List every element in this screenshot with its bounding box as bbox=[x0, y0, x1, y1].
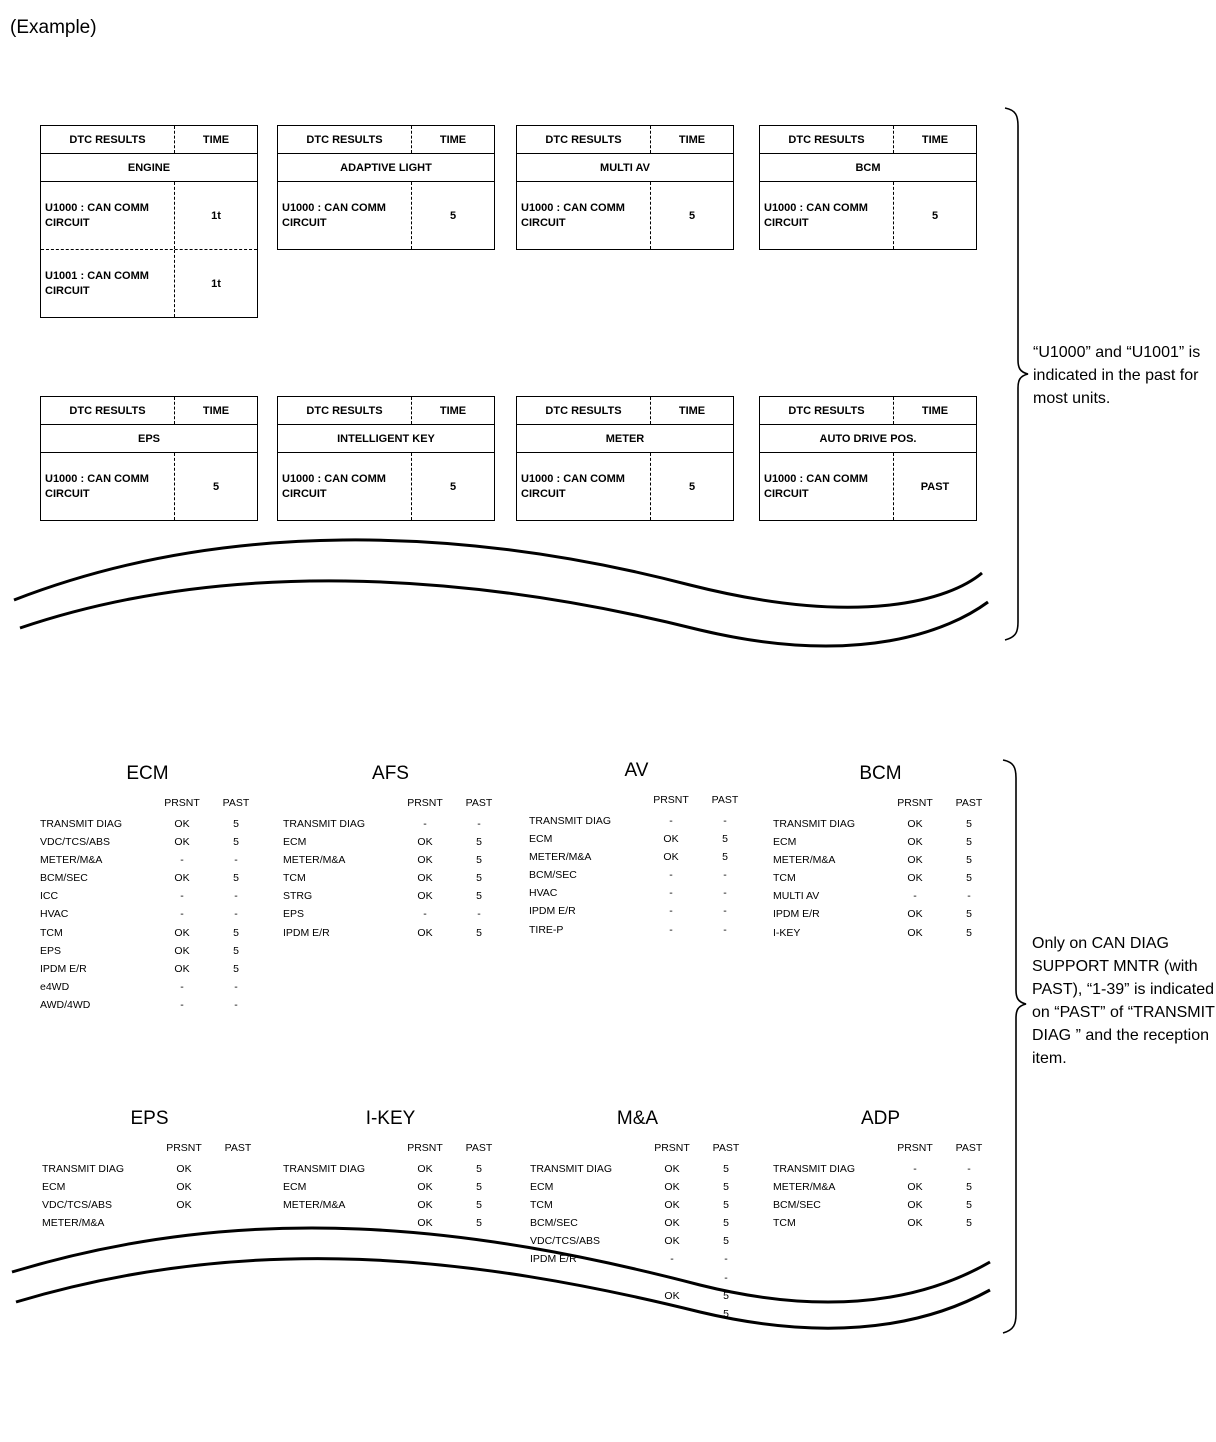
dtc-results-header: DTC RESULTS bbox=[41, 126, 175, 153]
dtc-unit-name: BCM bbox=[760, 154, 976, 182]
dtc-time: 1t bbox=[211, 209, 221, 222]
monitor-past: - bbox=[477, 908, 481, 921]
past-header: PAST bbox=[222, 797, 250, 809]
present-header: PRSNT bbox=[897, 797, 933, 809]
monitor-present: - bbox=[423, 908, 427, 921]
present-header: PRSNT bbox=[654, 1142, 690, 1154]
monitor-past: - bbox=[723, 869, 727, 882]
monitor-present: OK bbox=[907, 1181, 923, 1194]
monitor-present: OK bbox=[174, 926, 190, 939]
monitor-item: TCM bbox=[283, 872, 306, 885]
monitor-present: OK bbox=[664, 1289, 680, 1302]
dtc-unit-name: ADAPTIVE LIGHT bbox=[278, 154, 494, 182]
monitor-item: TRANSMIT DIAG bbox=[40, 818, 123, 830]
monitor-past: 5 bbox=[233, 836, 239, 849]
monitor-past: - bbox=[723, 815, 727, 827]
break-wave-upper bbox=[14, 540, 982, 607]
monitor-present: OK bbox=[907, 926, 923, 939]
monitor-title: ECM bbox=[126, 763, 169, 784]
monitor-item: METER/M&A bbox=[529, 851, 592, 864]
dtc-time: 5 bbox=[449, 209, 457, 222]
monitor-past: 5 bbox=[233, 872, 239, 885]
monitor-title: AFS bbox=[372, 763, 409, 784]
dtc-time-header: TIME bbox=[202, 404, 230, 417]
past-header: PAST bbox=[465, 797, 493, 809]
monitor-past: - bbox=[234, 854, 238, 867]
monitor-present: - bbox=[180, 890, 184, 903]
monitor-title: BCM bbox=[859, 763, 902, 784]
dtc-code: U1001 : CAN COMM CIRCUIT bbox=[41, 250, 175, 317]
dtc-results-header: DTC RESULTS bbox=[278, 397, 412, 424]
dtc-results-header: DTC RESULTS bbox=[760, 397, 894, 424]
present-header: PRSNT bbox=[653, 794, 689, 806]
monitor-past: - bbox=[724, 1271, 728, 1284]
monitor-present: - bbox=[669, 887, 673, 900]
monitor-item: ECM bbox=[42, 1181, 66, 1194]
monitor-present: - bbox=[180, 854, 184, 867]
present-header: PRSNT bbox=[407, 1142, 443, 1154]
monitor-present: OK bbox=[417, 1181, 433, 1194]
monitor-past: - bbox=[234, 890, 238, 903]
monitor-item: EPS bbox=[40, 944, 62, 957]
past-header: PAST bbox=[711, 794, 739, 806]
brace-bottom bbox=[1003, 760, 1026, 1333]
dtc-time: 5 bbox=[449, 480, 457, 493]
monitor-present: - bbox=[913, 1163, 917, 1175]
monitor-past: - bbox=[723, 905, 727, 918]
brace-top bbox=[1005, 108, 1028, 640]
monitor-present: - bbox=[669, 905, 673, 918]
monitor-item: TRANSMIT DIAG bbox=[773, 1163, 856, 1175]
dtc-code: U1000 : CAN COMM CIRCUIT bbox=[760, 453, 894, 520]
monitor-present: OK bbox=[664, 1163, 680, 1175]
dtc-unit-name: INTELLIGENT KEY bbox=[278, 425, 494, 453]
dtc-time-header: TIME bbox=[678, 133, 706, 146]
past-header: PAST bbox=[955, 797, 983, 809]
monitor-past: 5 bbox=[476, 1163, 482, 1175]
monitor-present: OK bbox=[664, 1199, 680, 1212]
monitor-item: HVAC bbox=[529, 887, 558, 900]
monitor-present: OK bbox=[663, 851, 679, 864]
dtc-results-header: DTC RESULTS bbox=[517, 126, 651, 153]
monitor-item: TRANSMIT DIAG bbox=[530, 1163, 613, 1175]
dtc-time: 5 bbox=[931, 209, 939, 222]
monitor-past: 5 bbox=[966, 818, 972, 830]
monitor-present: OK bbox=[907, 1199, 923, 1212]
monitor-past: 5 bbox=[476, 1217, 482, 1230]
monitor-present: OK bbox=[417, 1217, 433, 1230]
monitor-item: IPDM E/R bbox=[529, 905, 576, 918]
monitor-item: MULTI AV bbox=[773, 890, 820, 903]
monitor-past: - bbox=[234, 998, 238, 1011]
monitor-item: BCM/SEC bbox=[773, 1199, 821, 1212]
monitor-present: - bbox=[669, 869, 673, 882]
monitor-present: OK bbox=[417, 1163, 433, 1175]
monitor-past: 5 bbox=[966, 1199, 972, 1212]
monitor-item: TRANSMIT DIAG bbox=[529, 815, 612, 827]
monitor-past: 5 bbox=[233, 962, 239, 975]
monitor-past: 5 bbox=[966, 1217, 972, 1230]
monitor-item: VDC/TCS/ABS bbox=[530, 1235, 601, 1248]
monitor-item: IPDM E/R bbox=[530, 1253, 577, 1266]
monitor-present: OK bbox=[417, 926, 433, 939]
monitor-item: TCM bbox=[40, 926, 63, 939]
dtc-time-header: TIME bbox=[921, 404, 949, 417]
monitor-present: OK bbox=[176, 1199, 192, 1212]
monitor-item: METER/M&A bbox=[773, 854, 836, 867]
monitor-item: METER/M&A bbox=[773, 1181, 836, 1194]
dtc-results-header: DTC RESULTS bbox=[760, 126, 894, 153]
monitor-past: 5 bbox=[722, 851, 728, 864]
monitor-past: 5 bbox=[723, 1163, 729, 1175]
monitor-present: OK bbox=[664, 1217, 680, 1230]
monitor-item: TRANSMIT DIAG bbox=[283, 1163, 366, 1175]
monitor-past: 5 bbox=[233, 926, 239, 939]
monitor-present: OK bbox=[417, 872, 433, 885]
monitor-present: - bbox=[670, 1271, 674, 1284]
monitor-item: TRANSMIT DIAG bbox=[283, 818, 366, 830]
monitor-past: - bbox=[723, 887, 727, 900]
monitor-past: 5 bbox=[476, 1199, 482, 1212]
monitor-past: 5 bbox=[476, 854, 482, 867]
dtc-code: U1000 : CAN COMM CIRCUIT bbox=[41, 182, 175, 249]
monitor-present: OK bbox=[907, 908, 923, 921]
dtc-unit-name: METER bbox=[517, 425, 733, 453]
monitor-present: - bbox=[670, 1253, 674, 1266]
monitor-title: M&A bbox=[616, 1108, 659, 1129]
dtc-time: 5 bbox=[212, 480, 220, 493]
monitor-past: 5 bbox=[966, 872, 972, 885]
dtc-code: U1000 : CAN COMM CIRCUIT bbox=[517, 182, 651, 249]
monitor-present: - bbox=[913, 890, 917, 903]
dtc-results-header: DTC RESULTS bbox=[41, 397, 175, 424]
monitor-past: 5 bbox=[476, 836, 482, 849]
dtc-time: 5 bbox=[688, 480, 696, 493]
monitor-past: - bbox=[477, 818, 481, 830]
monitor-item: ECM bbox=[773, 836, 797, 849]
monitor-present: OK bbox=[174, 944, 190, 957]
monitor-item: TRANSMIT DIAG bbox=[773, 818, 856, 830]
monitor-item: EPS bbox=[283, 908, 305, 921]
monitor-present: OK bbox=[664, 1181, 680, 1194]
monitor-past: - bbox=[234, 980, 238, 993]
dtc-time-header: TIME bbox=[921, 133, 949, 146]
example-label: (Example) bbox=[10, 17, 97, 38]
past-header: PAST bbox=[955, 1142, 983, 1154]
monitor-present: OK bbox=[663, 833, 679, 846]
monitor-present: OK bbox=[907, 1217, 923, 1230]
monitor-past: - bbox=[967, 890, 971, 903]
monitor-present: OK bbox=[417, 836, 433, 849]
present-header: PRSNT bbox=[164, 797, 200, 809]
present-header: PRSNT bbox=[166, 1142, 202, 1154]
monitor-present: OK bbox=[907, 818, 923, 830]
dtc-code: U1000 : CAN COMM CIRCUIT bbox=[278, 453, 412, 520]
monitor-present: OK bbox=[907, 836, 923, 849]
break-wave-lower-2 bbox=[16, 1259, 990, 1329]
monitor-item: TCM bbox=[773, 1217, 796, 1230]
monitor-past: 5 bbox=[723, 1217, 729, 1230]
monitor-item: TRANSMIT DIAG bbox=[42, 1163, 125, 1175]
monitor-present: - bbox=[669, 815, 673, 827]
monitor-past: 5 bbox=[723, 1235, 729, 1248]
monitor-title: AV bbox=[624, 760, 649, 781]
monitor-past: 5 bbox=[966, 836, 972, 849]
monitor-past: - bbox=[967, 1163, 971, 1175]
dtc-unit-name: ENGINE bbox=[41, 154, 257, 182]
monitor-present: OK bbox=[176, 1163, 192, 1175]
monitor-past: - bbox=[234, 908, 238, 921]
past-header: PAST bbox=[224, 1142, 252, 1154]
monitor-present: - bbox=[180, 908, 184, 921]
monitor-title: ADP bbox=[860, 1108, 901, 1129]
monitor-item: I-KEY bbox=[773, 926, 801, 939]
monitor-past: 5 bbox=[966, 926, 972, 939]
monitor-item: ECM bbox=[283, 1181, 307, 1194]
monitor-present: OK bbox=[907, 872, 923, 885]
monitor-past: 5 bbox=[233, 818, 239, 830]
break-wave-upper-2 bbox=[12, 1228, 990, 1302]
monitor-item: TIRE-P bbox=[529, 923, 564, 936]
monitor-present: - bbox=[423, 818, 427, 830]
dtc-code: U1000 : CAN COMM CIRCUIT bbox=[760, 182, 894, 249]
monitor-item: IPDM E/R bbox=[40, 962, 87, 975]
monitor-past: 5 bbox=[476, 872, 482, 885]
dtc-time-header: TIME bbox=[439, 404, 467, 417]
monitor-item: METER/M&A bbox=[42, 1217, 105, 1230]
monitor-past: 5 bbox=[476, 890, 482, 903]
present-header: PRSNT bbox=[897, 1142, 933, 1154]
monitor-item: VDC/TCS/ABS bbox=[40, 836, 111, 849]
monitor-past: - bbox=[724, 1253, 728, 1266]
present-header: PRSNT bbox=[407, 797, 443, 809]
monitor-item: HVAC bbox=[40, 908, 69, 921]
monitor-item: ICC bbox=[40, 890, 59, 903]
dtc-unit-name: EPS bbox=[41, 425, 257, 453]
monitor-present: OK bbox=[176, 1181, 192, 1194]
monitor-item: METER/M&A bbox=[283, 854, 346, 867]
monitor-present: OK bbox=[417, 854, 433, 867]
note-past-indication: “U1000” and “U1001” is indicated in the past for most units. bbox=[1033, 344, 1201, 407]
monitor-item: BCM/SEC bbox=[529, 869, 577, 882]
monitor-past: 5 bbox=[723, 1181, 729, 1194]
monitor-item: TCM bbox=[530, 1199, 553, 1212]
monitor-past: 5 bbox=[723, 1307, 729, 1320]
dtc-results-header: DTC RESULTS bbox=[517, 397, 651, 424]
dtc-code: U1000 : CAN COMM CIRCUIT bbox=[41, 453, 175, 520]
past-header: PAST bbox=[712, 1142, 740, 1154]
monitor-present: OK bbox=[174, 872, 190, 885]
break-wave-lower bbox=[20, 581, 988, 646]
past-header: PAST bbox=[465, 1142, 493, 1154]
dtc-unit-name: MULTI AV bbox=[517, 154, 733, 182]
monitor-item: ECM bbox=[529, 833, 553, 846]
dtc-time: 1t bbox=[211, 277, 221, 290]
monitor-present: OK bbox=[417, 1199, 433, 1212]
monitor-item: METER/M&A bbox=[283, 1199, 346, 1212]
note-can-diag-support: Only on CAN DIAG SUPPORT MNTR (with PAST), “1-39” is indicated on “PAST” of “TRANSMIT DIAG ” and the reception item. bbox=[1032, 935, 1215, 1067]
dtc-time: 5 bbox=[688, 209, 696, 222]
monitor-present: - bbox=[180, 980, 184, 993]
monitor-past: 5 bbox=[966, 908, 972, 921]
monitor-item: BCM/SEC bbox=[40, 872, 88, 885]
monitor-item: METER/M&A bbox=[40, 854, 103, 867]
dtc-code: U1000 : CAN COMM CIRCUIT bbox=[517, 453, 651, 520]
monitor-item: VDC/TCS/ABS bbox=[42, 1199, 113, 1212]
monitor-past: - bbox=[723, 923, 727, 936]
monitor-past: 5 bbox=[476, 926, 482, 939]
monitor-past: 5 bbox=[723, 1289, 729, 1302]
monitor-present: OK bbox=[907, 854, 923, 867]
monitor-past: 5 bbox=[233, 944, 239, 957]
monitor-past: 5 bbox=[476, 1181, 482, 1194]
monitor-item: STRG bbox=[283, 890, 313, 903]
monitor-present: OK bbox=[174, 962, 190, 975]
monitor-present: - bbox=[180, 998, 184, 1011]
monitor-title: I-KEY bbox=[365, 1108, 416, 1129]
monitor-item: ECM bbox=[283, 836, 307, 849]
monitor-present: OK bbox=[417, 890, 433, 903]
monitor-present: OK bbox=[174, 836, 190, 849]
dtc-results-header: DTC RESULTS bbox=[278, 126, 412, 153]
dtc-time-header: TIME bbox=[202, 133, 230, 146]
monitor-item: e4WD bbox=[40, 980, 70, 993]
monitor-title: EPS bbox=[130, 1108, 169, 1129]
dtc-unit-name: AUTO DRIVE POS. bbox=[760, 425, 976, 453]
monitor-item: IPDM E/R bbox=[773, 908, 820, 921]
monitor-past: 5 bbox=[966, 854, 972, 867]
monitor-item: IPDM E/R bbox=[283, 926, 330, 939]
dtc-code: U1000 : CAN COMM CIRCUIT bbox=[278, 182, 412, 249]
monitor-present: - bbox=[669, 923, 673, 936]
monitor-item: AWD/4WD bbox=[40, 998, 91, 1011]
monitor-item: TCM bbox=[773, 872, 796, 885]
dtc-time-header: TIME bbox=[678, 404, 706, 417]
monitor-past: 5 bbox=[723, 1199, 729, 1212]
monitor-item: BCM/SEC bbox=[530, 1217, 578, 1230]
monitor-item: ECM bbox=[530, 1181, 554, 1194]
monitor-present: OK bbox=[664, 1235, 680, 1248]
monitor-past: 5 bbox=[722, 833, 728, 846]
monitor-past: 5 bbox=[966, 1181, 972, 1194]
monitor-present: OK bbox=[174, 818, 190, 830]
dtc-time-header: TIME bbox=[439, 133, 467, 146]
dtc-time: PAST bbox=[920, 480, 950, 493]
